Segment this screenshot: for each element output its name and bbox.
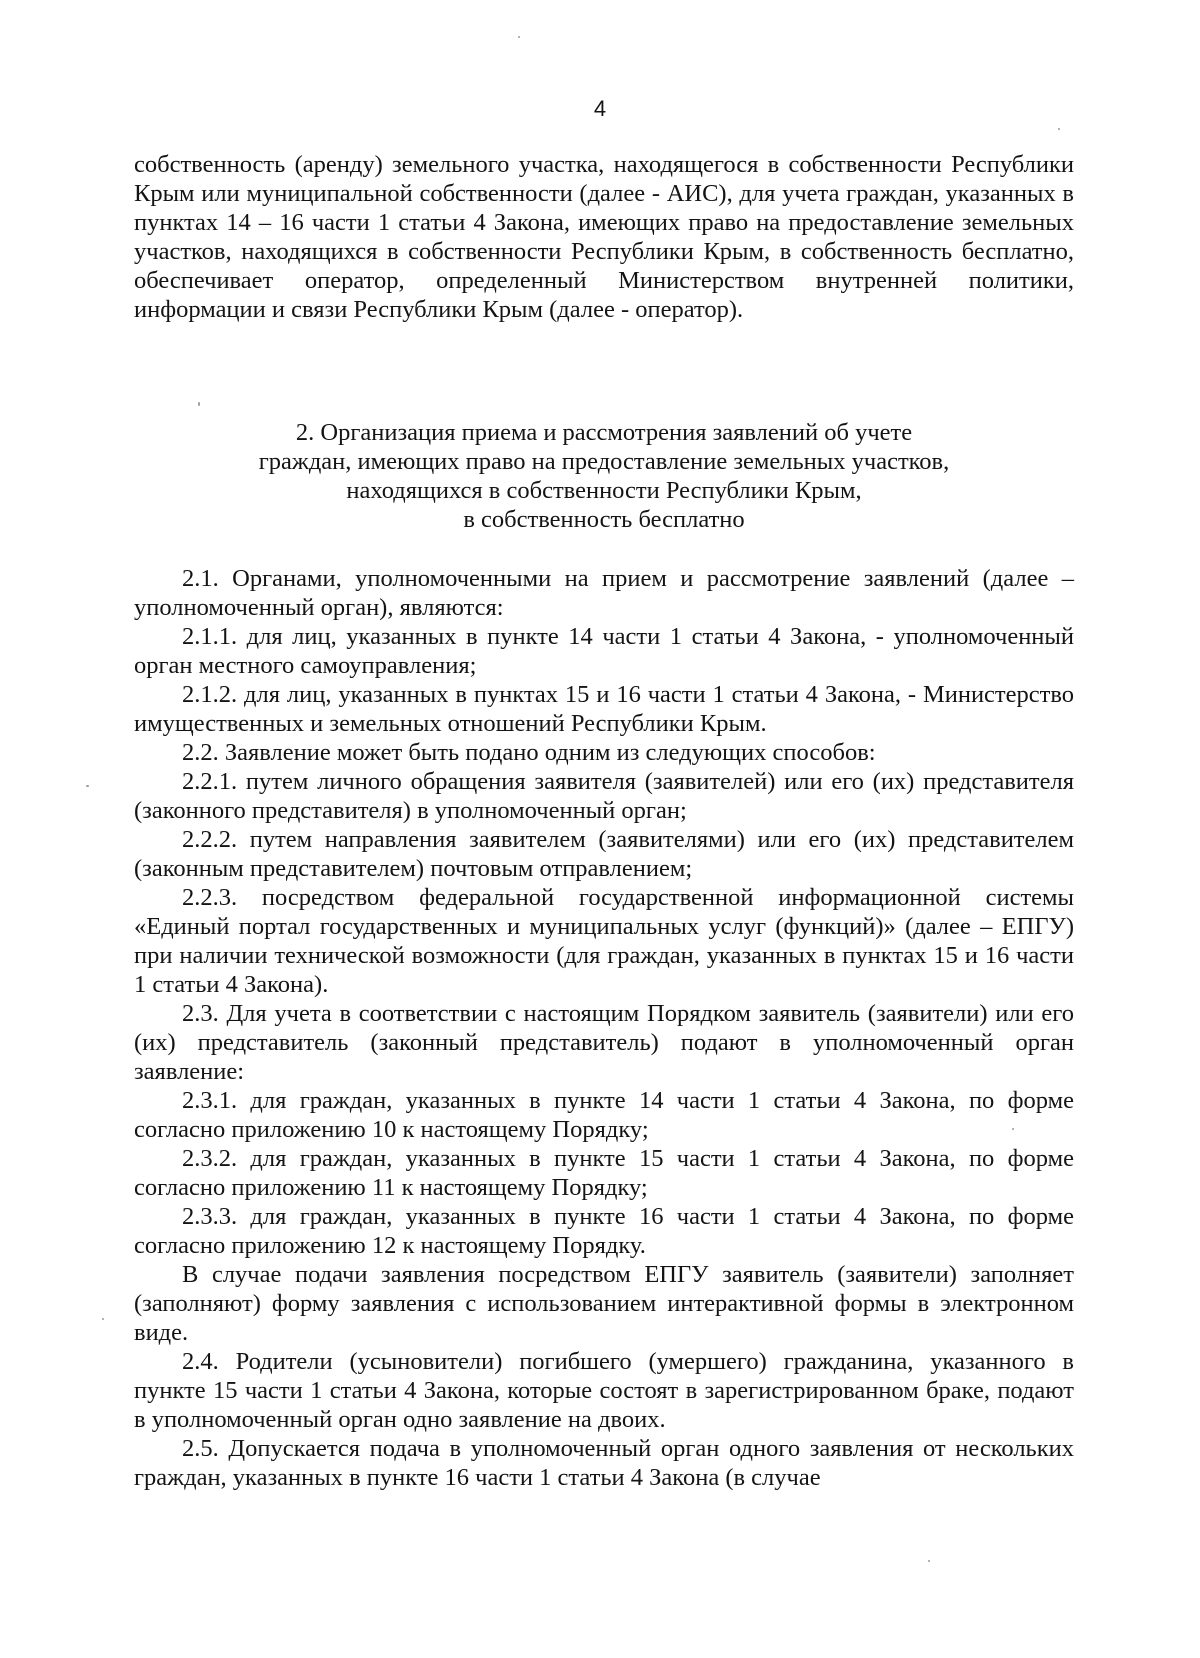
section-heading-line: граждан, имеющих право на предоставление земельных участков,	[258, 448, 950, 475]
scan-speck	[928, 1560, 930, 1562]
paragraph-2-3: 2.3. Для учета в соответствии с настоящим Порядком заявитель (заявители) или его (их) представитель (законный представитель) подают в уполномоченный орган заявление:	[134, 1000, 1074, 1085]
section-heading-line: 2. Организация приема и рассмотрения заявлений об учете	[295, 419, 913, 446]
paragraph-2-5: 2.5. Допускается подача в уполномоченный орган одного заявления от нескольких граждан, указанных в пункте 16 части 1 статьи 4 Закона (в случае	[134, 1435, 1074, 1491]
paragraph-2-3-2: 2.3.2. для граждан, указанных в пункте 15 части 1 статьи 4 Закона, по форме согласно приложению 11 к настоящему Порядку;	[134, 1145, 1074, 1201]
scan-speck	[1058, 128, 1060, 130]
page-number: 4	[593, 96, 607, 121]
paragraph-2-2-3: 2.2.3. посредством федеральной государственной информационной системы «Единый портал государственных и муниципальных услуг (функций)» (далее – ЕПГУ) при наличии технической возможности (для граждан, указанных в пунктах 15 и 16 части 1 статьи 4 Закона).	[134, 884, 1074, 998]
section-heading-line: находящихся в собственности Республики Крым,	[346, 477, 862, 504]
section-heading-line: в собственность бесплатно	[463, 506, 745, 533]
section-heading	[134, 418, 1074, 534]
paragraph-2-3-3: 2.3.3. для граждан, указанных в пункте 16 части 1 статьи 4 Закона, по форме согласно приложению 12 к настоящему Порядку.	[134, 1203, 1074, 1259]
scan-speck	[1012, 1128, 1014, 1130]
scan-speck	[102, 1318, 104, 1320]
paragraph-2-4: 2.4. Родители (усыновители) погибшего (умершего) гражданина, указанного в пункте 15 части 1 статьи 4 Закона, которые состоят в зарегистрированном браке, подают в уполномоченный орган одно заявление на двоих.	[134, 1348, 1074, 1433]
scan-speck	[518, 36, 520, 38]
scan-speck	[86, 785, 89, 787]
scan-speck	[198, 402, 200, 406]
paragraph-2-1: 2.1. Органами, уполномоченными на прием и рассмотрение заявлений (далее – уполномоченный орган), являются:	[134, 565, 1074, 621]
intro-text-block	[134, 150, 1074, 324]
section-2-body	[134, 564, 1074, 1492]
paragraph-epgu: В случае подачи заявления посредством ЕПГУ заявитель (заявители) заполняет (заполняют) форму заявления с использованием интерактивной формы в электронном виде.	[134, 1261, 1074, 1346]
paragraph-2-1-1: 2.1.1. для лиц, указанных в пункте 14 части 1 статьи 4 Закона, - уполномоченный орган местного самоуправления;	[134, 623, 1074, 679]
paragraph-2-3-1: 2.3.1. для граждан, указанных в пункте 14 части 1 статьи 4 Закона, по форме согласно приложению 10 к настоящему Порядку;	[134, 1087, 1074, 1143]
paragraph-2-2: 2.2. Заявление может быть подано одним из следующих способов:	[182, 739, 876, 766]
paragraph-2-1-2: 2.1.2. для лиц, указанных в пунктах 15 и 16 части 1 статьи 4 Закона, - Министерство имущественных и земельных отношений Республики Крым.	[134, 681, 1074, 737]
paragraph-2-2-1: 2.2.1. путем личного обращения заявителя (заявителей) или его (их) представителя (законного представителя) в уполномоченный орган;	[134, 768, 1074, 824]
intro-paragraph: собственность (аренду) земельного участка, находящегося в собственности Республики Крым или муниципальной собственности (далее - АИС), для учета граждан, указанных в пунктах 14 – 16 части 1 статьи 4 Закона, имеющих право на предоставление земельных участков, находящихся в собственности Республики Крым, в собственность бесплатно, обеспечивает оператор, определенный Министерством внутренней политики, информации и связи Республики Крым (далее - оператор).	[134, 151, 1074, 323]
paragraph-2-2-2: 2.2.2. путем направления заявителем (заявителями) или его (их) представителем (законным представителем) почтовым отправлением;	[134, 826, 1074, 882]
